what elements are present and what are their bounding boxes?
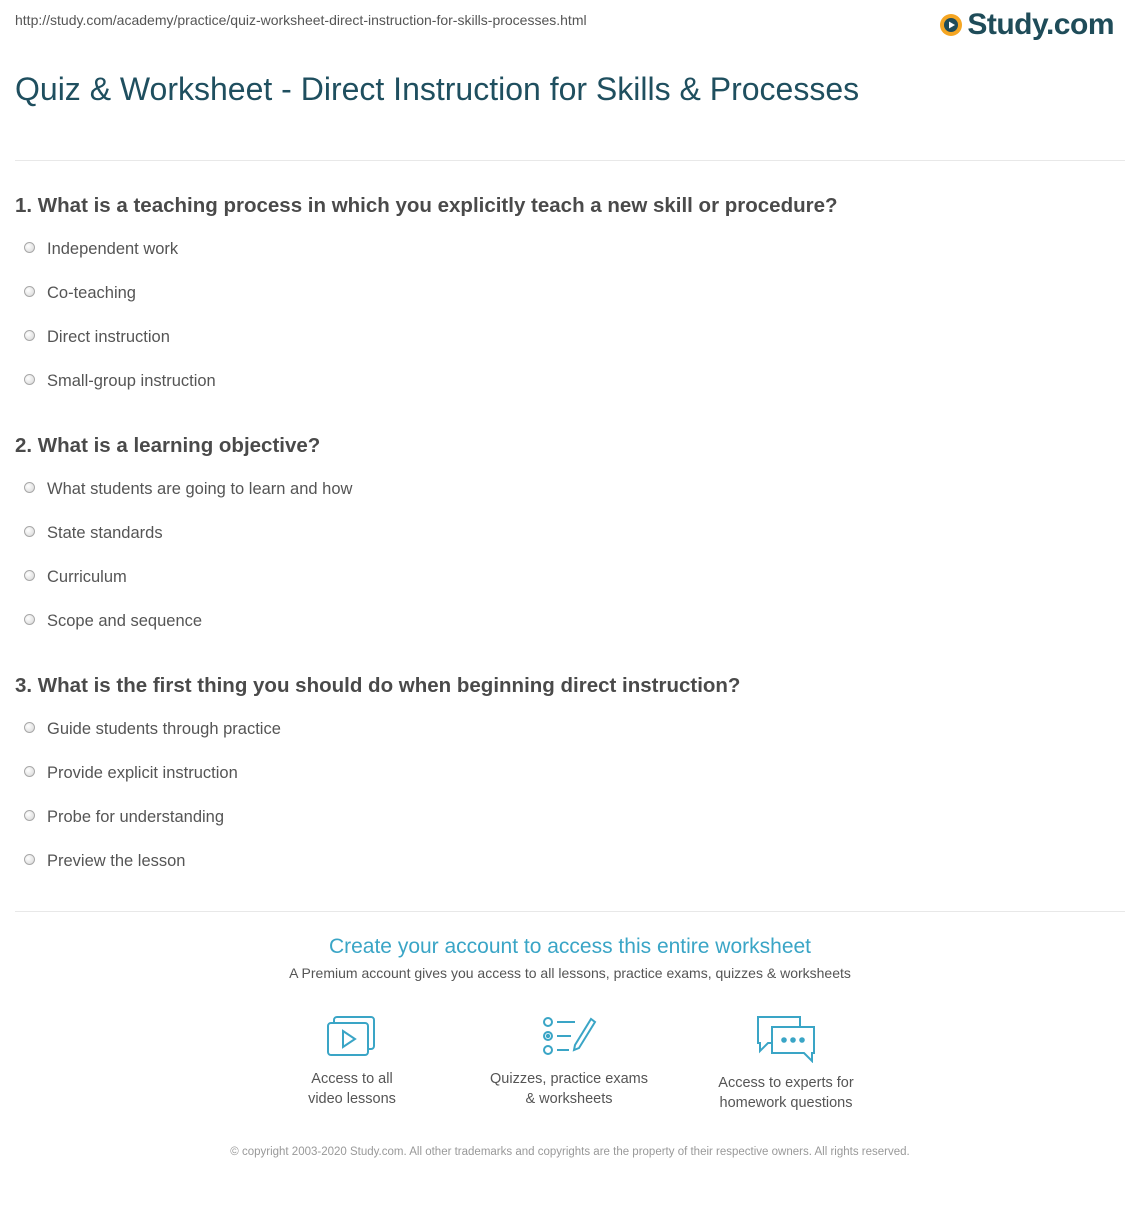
divider <box>15 911 1125 912</box>
page-url: http://study.com/academy/practice/quiz-worksheet-direct-instruction-for-skills-processes.html <box>15 12 587 28</box>
option-label: Curriculum <box>47 568 127 586</box>
radio-button[interactable] <box>24 854 35 865</box>
quiz-checklist-icon <box>541 1015 597 1059</box>
option-label: Probe for understanding <box>47 808 225 826</box>
option-3-4[interactable] <box>24 852 186 871</box>
option-1-4[interactable] <box>24 372 216 391</box>
option-label: Guide students through practice <box>47 720 281 738</box>
feature-line-2: & worksheets <box>525 1091 613 1107</box>
radio-button[interactable] <box>24 374 35 385</box>
option-2-4[interactable] <box>24 612 202 631</box>
radio-button[interactable] <box>24 810 35 821</box>
radio-button[interactable] <box>24 766 35 777</box>
create-account-link[interactable]: Create your account to access this entire worksheet <box>328 935 812 958</box>
feature-line-1: Quizzes, practice exams <box>490 1071 648 1087</box>
option-1-3[interactable] <box>24 328 170 347</box>
page-title: Quiz & Worksheet - Direct Instruction for Skills & Processes <box>15 71 860 107</box>
copyright-text: © copyright 2003-2020 Study.com. All other trademarks and copyrights are the property of their respective owners. All rights reserved. <box>230 1146 910 1158</box>
option-label: Independent work <box>47 240 179 258</box>
divider <box>15 160 1125 161</box>
radio-button[interactable] <box>24 242 35 253</box>
option-label: Direct instruction <box>47 328 170 346</box>
radio-button[interactable] <box>24 482 35 493</box>
study-logo[interactable] <box>939 8 1114 42</box>
feature-line-2: homework questions <box>719 1095 853 1111</box>
option-label: Small-group instruction <box>47 372 216 390</box>
radio-button[interactable] <box>24 330 35 341</box>
logo-text: Study.com <box>967 8 1114 41</box>
option-label: Scope and sequence <box>47 612 203 630</box>
option-2-1[interactable] <box>24 480 352 499</box>
play-circle-icon <box>939 13 963 37</box>
question-2: 2. What is a learning objective? <box>15 434 321 457</box>
feature-line-2: video lessons <box>308 1091 396 1107</box>
radio-button[interactable] <box>24 722 35 733</box>
option-2-3[interactable] <box>24 568 127 587</box>
feature-quizzes <box>469 1015 669 1109</box>
option-3-1[interactable] <box>24 720 281 739</box>
feature-video-lessons <box>252 1015 452 1109</box>
radio-button[interactable] <box>24 614 35 625</box>
radio-button[interactable] <box>24 286 35 297</box>
feature-line-1: Access to all <box>311 1071 393 1087</box>
question-1: 1. What is a teaching process in which you explicitly teach a new skill or procedure? <box>15 194 838 217</box>
option-1-1[interactable] <box>24 240 178 259</box>
option-label: Co-teaching <box>47 284 136 302</box>
option-label: Preview the lesson <box>47 852 186 870</box>
option-3-3[interactable] <box>24 808 224 827</box>
option-label: What students are going to learn and how <box>47 480 353 498</box>
video-lessons-icon <box>326 1015 378 1059</box>
option-3-2[interactable] <box>24 764 238 783</box>
question-3: 3. What is the first thing you should do when beginning direct instruction? <box>15 674 741 697</box>
option-label: State standards <box>47 524 163 542</box>
radio-button[interactable] <box>24 570 35 581</box>
option-1-2[interactable] <box>24 284 136 303</box>
option-2-2[interactable] <box>24 524 163 543</box>
chat-bubbles-icon <box>754 1015 818 1063</box>
option-label: Provide explicit instruction <box>47 764 238 782</box>
radio-button[interactable] <box>24 526 35 537</box>
cta-subtitle: A Premium account gives you access to all lessons, practice exams, quizzes & worksheets <box>289 965 851 981</box>
feature-line-1: Access to experts for <box>718 1075 854 1091</box>
feature-experts <box>686 1015 886 1113</box>
